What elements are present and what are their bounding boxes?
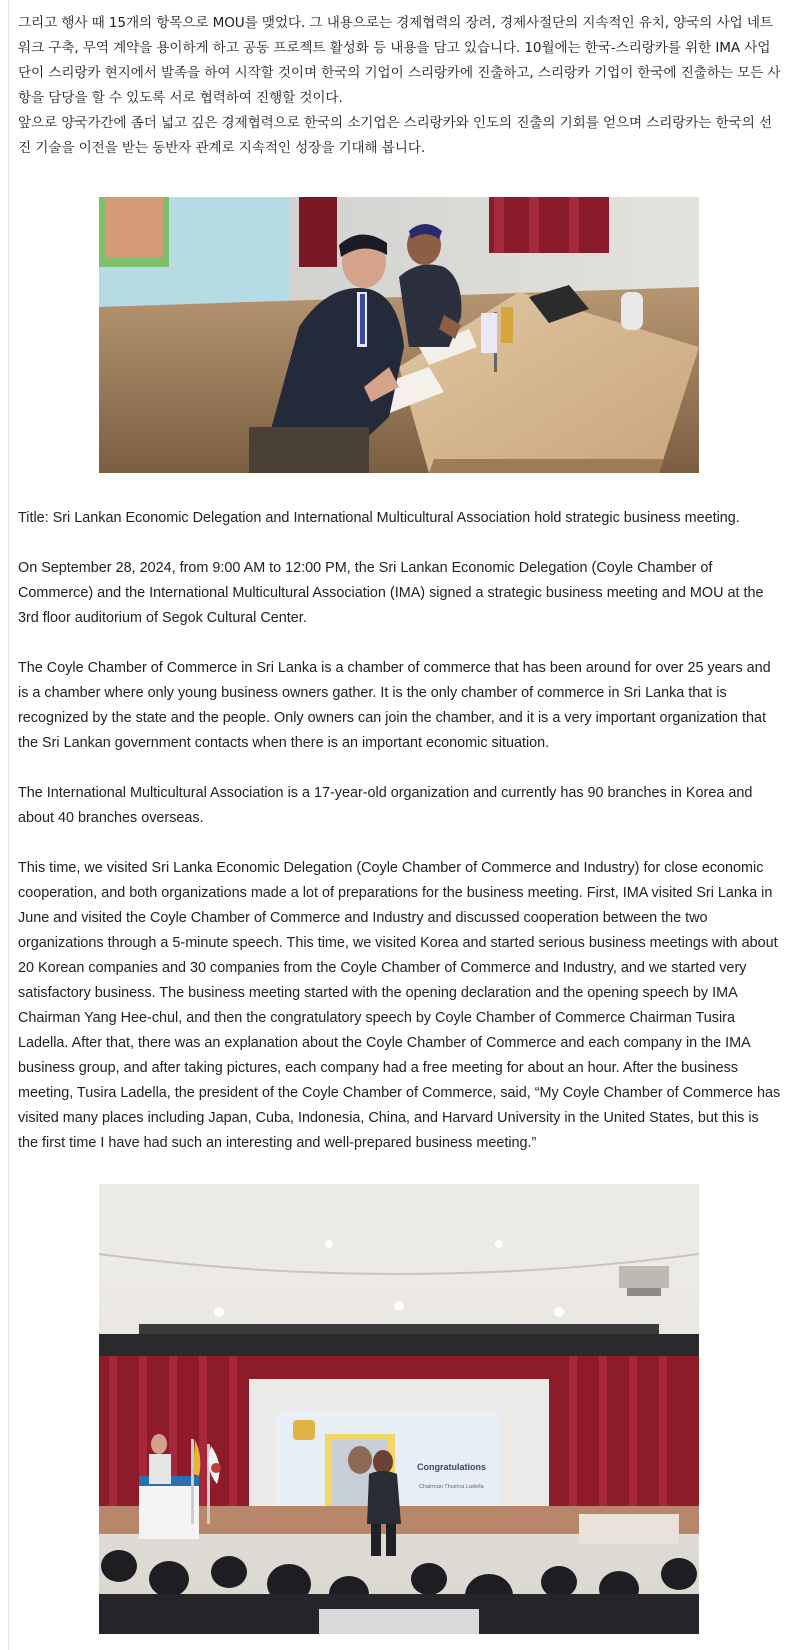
english-title: Title: Sri Lankan Economic Delegation and International Multicultural Association hold strategic business meeting. bbox=[18, 510, 740, 526]
screen-heading: Congratulations bbox=[417, 1462, 486, 1472]
english-paragraph-2: The Coyle Chamber of Commerce in Sri Lanka is a chamber of commerce that has been around for over 25 years and is a chamber where only young business owners gather. It is the only chamber of commerce in Sri Lanka that is recognized by the state and the people. Only owners can join the chamber, and it is a very important organization that the Sri Lankan government contacts when there is an important economic situation. bbox=[18, 660, 771, 751]
screen-subtitle: Chairman Thushra Ladella bbox=[419, 1484, 484, 1490]
korean-paragraph-1: 그리고 행사 때 15개의 항목으로 MOU를 맺었다. 그 내용으로는 경제협력의 장려, 경제사절단의 지속적인 유치, 양국의 사업 네트워크 구축, 무역 계약을 용이하게 하고 공동 프로젝트 활성화 등 내용을 담고 있습니다. 10월에는 한국-스리랑카를 위한 IMA 사업단이 스리랑카 현지에서 발족을 하여 시작할 것이며 한국의 기업이 스리랑카에 진출하고, 스리랑카 기업이 한국에 진출하는 모든 사항을 담당을 할 수 있도록 서로 협력하여 진행할 것이다. bbox=[18, 15, 781, 106]
mou-signing-photo bbox=[99, 197, 699, 473]
english-paragraph-1: On September 28, 2024, from 9:00 AM to 12:00 PM, the Sri Lankan Economic Delegation (Coyle Chamber of Commerce) and the International Multicultural Association (IMA) signed a strategic business meeting and MOU at the 3rd floor auditorium of Segok Cultural Center. bbox=[18, 560, 764, 626]
auditorium-speech-photo bbox=[99, 1184, 699, 1634]
english-paragraph-4: This time, we visited Sri Lanka Economic Delegation (Coyle Chamber of Commerce and Industry) for close economic cooperation, and both organizations made a lot of preparations for the business meeting. First, IMA visited Sri Lanka in June and visited the Coyle Chamber of Commerce and Industry and discussed cooperation between the two organizations through a 5-minute speech. This time, we visited Korea and started serious business meetings with about 20 Korean companies and 30 companies from the Coyle Chamber of Commerce and Industry, and we started very satisfactory business. The business meeting started with the opening declaration and the opening speech by IMA Chairman Yang Hee-chul, and then the congratulatory speech by Coyle Chamber of Commerce Chairman Tusira Ladella. After that, there was an explanation about the Coyle Chamber of Commerce and each company in the IMA business group, and after taking pictures, each company had a free meeting for about an hour. After the business meeting, Tusira Ladella, the president of the Coyle Chamber of Commerce, said, “My Coyle Chamber of Commerce has visited many places including Japan, Cuba, Indonesia, China, and Harvard University in the United States, but this is the first time I have had such an interesting and well-prepared business meeting.” bbox=[18, 860, 781, 1151]
article-body bbox=[18, 0, 782, 1634]
english-paragraph-3: The International Multicultural Association is a 17-year-old organization and currently has 90 branches in Korea and about 40 branches overseas. bbox=[18, 785, 753, 826]
paragraph-gap bbox=[18, 531, 782, 556]
paragraph-gap bbox=[18, 631, 782, 656]
korean-paragraph-2: 앞으로 양국가간에 좀더 넓고 깊은 경제협력으로 한국의 소기업은 스리랑카와 인도의 진출의 기회를 얻으며 스리랑카는 한국의 선진 기술을 이전을 받는 동반자 관계로 지속적인 성장을 기대해 봅니다. bbox=[18, 115, 772, 156]
paragraph-gap bbox=[18, 831, 782, 856]
paragraph-gap bbox=[18, 756, 782, 781]
left-border-line bbox=[8, 0, 9, 1650]
